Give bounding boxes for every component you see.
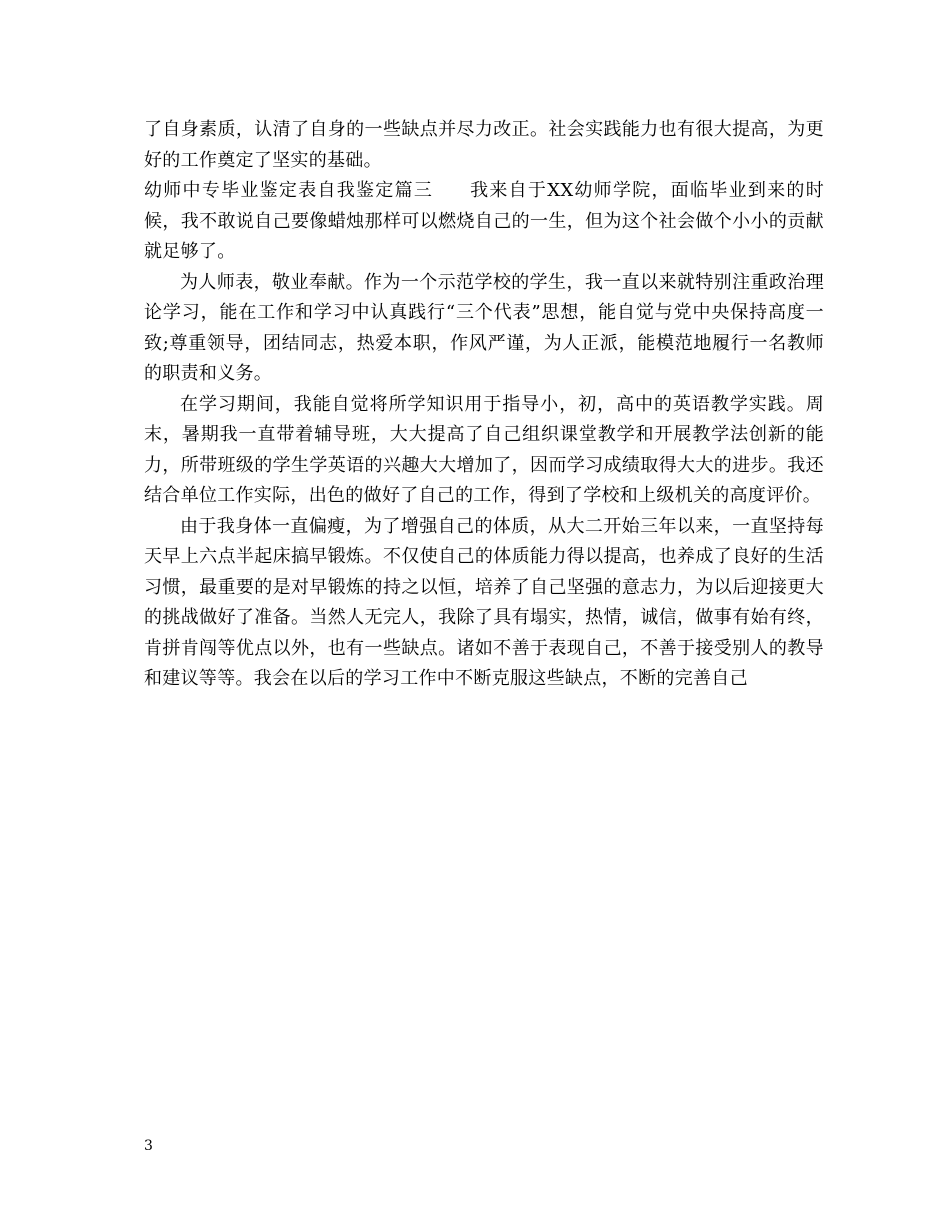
paragraph-teacher-ethics: 为人师表，敬业奉献。作为一个示范学校的学生，我一直以来就特别注重政治理论学习，能在工作和学习中认真践行“三个代表”思想，能自觉与党中央保持高度一致;尊重领导，团结同志，热爱本职，作风严谨，为人正派，能模范地履行一名教师的职责和义务。	[144, 271, 824, 384]
document-body	[144, 115, 824, 695]
section-heading: 幼师中专毕业鉴定表自我鉴定篇三	[144, 180, 434, 201]
paragraph-study-period: 在学习期间，我能自觉将所学知识用于指导小，初，高中的英语教学实践。周末，暑期我一直带着辅导班，大大提高了自己组织课堂教学和开展教学法创新的能力，所带班级的学生学英语的兴趣大大增加了，因而学习成绩取得大大的进步。我还结合单位工作实际，出色的做好了自己的工作，得到了学校和上级机关的高度评价。	[144, 393, 824, 506]
section-heading-paragraph	[144, 176, 824, 268]
page-number: 3	[144, 1138, 153, 1154]
paragraph-health-and-character: 由于我身体一直偏瘦，为了增强自己的体质，从大二开始三年以来，一直坚持每天早上六点半起床搞早锻炼。不仅使自己的体质能力得以提高，也养成了良好的生活习惯，最重要的是对早锻炼的持之以恒，培养了自己坚强的意志力，为以后迎接更大的挑战做好了准备。当然人无完人，我除了具有塌实，热情，诚信，做事有始有终，肯拼肯闯等优点以外，也有一些缺点。诸如不善于表现自己，不善于接受别人的教导和建议等等。我会在以后的学习工作中不断克服这些缺点，不断的完善自己	[144, 515, 824, 689]
section-intro: 我来自于XX幼师学院，面临毕业到来的时候，我不敢说自己要像蜡烛那样可以燃烧自己的一生，但为这个社会做个小小的贡献就足够了。	[144, 180, 825, 262]
paragraph-continuation: 了自身素质，认清了自身的一些缺点并尽力改正。社会实践能力也有很大提高，为更好的工作奠定了坚实的基础。	[144, 119, 824, 171]
